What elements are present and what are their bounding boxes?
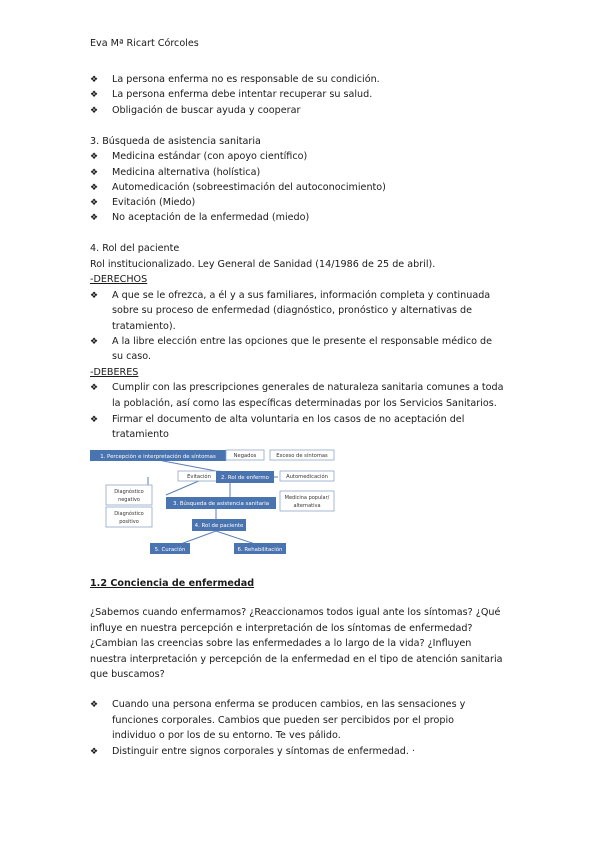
bullet-icon: ❖ — [90, 106, 99, 116]
list-item-line: Distinguir entre signos corporales y síntomas de enfermedad. · — [112, 746, 415, 757]
connector-line — [216, 531, 258, 545]
diagram-label-negados: Negados — [233, 453, 257, 459]
paragraph-line: influye en nuestra percepción e interpretación de los síntomas de enfermedad? — [90, 623, 473, 634]
list-item: Automedicación (sobreestimación del autoconocimiento) — [112, 182, 386, 193]
connector-line — [178, 531, 216, 545]
diagram-label-rehabilitacion: 6. Rehabilitación — [237, 547, 283, 553]
bullet-icon: ❖ — [90, 415, 99, 425]
list-item: No aceptación de la enfermedad (miedo) — [112, 212, 310, 223]
patient-role-diagram — [88, 447, 344, 559]
diagram-label-diag-pos-1: Diagnóstico — [114, 511, 144, 517]
section-1-2-title: 1.2 Conciencia de enfermedad — [90, 578, 255, 589]
diagram-label-diag-neg-1: Diagnóstico — [114, 489, 144, 495]
diagram-label-medicina-1: Medicina popular/ — [284, 495, 330, 501]
bullet-icon: ❖ — [90, 168, 99, 178]
diagram-label-exceso: Exceso de síntomas — [276, 453, 328, 459]
list-item: La persona enferma no es responsable de su condición. — [112, 74, 380, 85]
list-item-line: Cumplir con las prescripciones generales de naturaleza sanitaria comunes a toda — [112, 382, 504, 393]
section-4-title: 4. Rol del paciente — [90, 243, 180, 254]
diagram-label-busqueda: 3. Búsqueda de asistencia sanitaria — [172, 501, 270, 507]
bullet-icon: ❖ — [90, 747, 99, 757]
bullet-icon: ❖ — [90, 337, 99, 347]
paragraph-line: que buscamos? — [90, 669, 165, 680]
list-item-line: A que se le ofrezca, a él y a sus familiares, información completa y continuada — [112, 290, 491, 301]
bullet-icon: ❖ — [90, 75, 99, 85]
page-header-author: Eva Mª Ricart Córcoles — [90, 38, 199, 49]
diagram-label-evitacion: Evitación — [187, 474, 211, 480]
list-item-line: individuo o por los de su entorno. Te ves pálido. — [112, 730, 341, 741]
bullet-icon: ❖ — [90, 183, 99, 193]
bullet-icon: ❖ — [90, 383, 99, 393]
diagram-label-diag-pos-2: positivo — [119, 519, 139, 525]
list-item-line: la población, así como las específicas determinadas por los Servicios Sanitarios. — [112, 398, 497, 409]
list-item: La persona enferma debe intentar recuperar su salud. — [112, 89, 373, 100]
diagram-label-curacion: 5. Curación — [154, 547, 186, 553]
list-item-line: su caso. — [112, 351, 152, 362]
diagram-label-automedicacion: Automedicación — [286, 474, 328, 480]
section-3-title: 3. Búsqueda de asistencia sanitaria — [90, 136, 261, 147]
list-item: Evitación (Miedo) — [112, 197, 196, 208]
bullet-icon: ❖ — [90, 213, 99, 223]
diagram-label-medicina-2: alternativa — [293, 503, 321, 509]
bullet-icon: ❖ — [90, 700, 99, 710]
list-item: Medicina alternativa (holística) — [112, 167, 261, 178]
section-4-subtitle: Rol institucionalizado. Ley General de Sanidad (14/1986 de 25 de abril). — [90, 259, 436, 270]
list-item: Medicina estándar (con apoyo científico) — [112, 151, 308, 162]
paragraph-line: nuestra interpretación y percepción de la enfermedad en el tipo de atención sanitaria — [90, 654, 503, 665]
bullet-icon: ❖ — [90, 291, 99, 301]
list-item-line: tratamiento). — [112, 321, 176, 332]
deberes-label: -DEBERES — [90, 367, 139, 378]
diagram-label-rol-enfermo: 2. Rol de enfermo — [221, 475, 269, 481]
bullet-icon: ❖ — [90, 152, 99, 162]
bullet-icon: ❖ — [90, 90, 99, 100]
list-item-line: funciones corporales. Cambios que pueden ser percibidos por el propio — [112, 715, 455, 726]
diagram-label-rol-paciente: 4. Rol de paciente — [194, 523, 244, 529]
list-item-line: Cuando una persona enferma se producen cambios, en las sensaciones y — [112, 699, 466, 710]
paragraph-line: ¿Sabemos cuando enfermamos? ¿Reaccionamos todos igual ante los síntomas? ¿Qué — [90, 607, 501, 618]
diagram-label-diag-neg-2: negativo — [118, 497, 140, 503]
connector-line — [158, 460, 216, 471]
list-item-line: sobre su proceso de enfermedad (diagnóstico, pronóstico y alternativas de — [112, 305, 473, 316]
list-item-line: A la libre elección entre las opciones que le presente el responsable médico de — [112, 336, 493, 347]
bullet-icon: ❖ — [90, 198, 99, 208]
diagram-label-perception: 1. Percepción e interpretación de síntomas — [100, 454, 216, 460]
list-item-line: Firmar el documento de alta voluntaria en los casos de no aceptación del — [112, 414, 465, 425]
list-item: Obligación de buscar ayuda y cooperar — [112, 105, 301, 116]
list-item-line: tratamiento — [112, 429, 169, 440]
derechos-label: -DERECHOS — [90, 274, 148, 285]
paragraph-line: ¿Cambian las creencias sobre las enfermedades a lo largo de la vida? ¿Influyen — [90, 638, 472, 649]
